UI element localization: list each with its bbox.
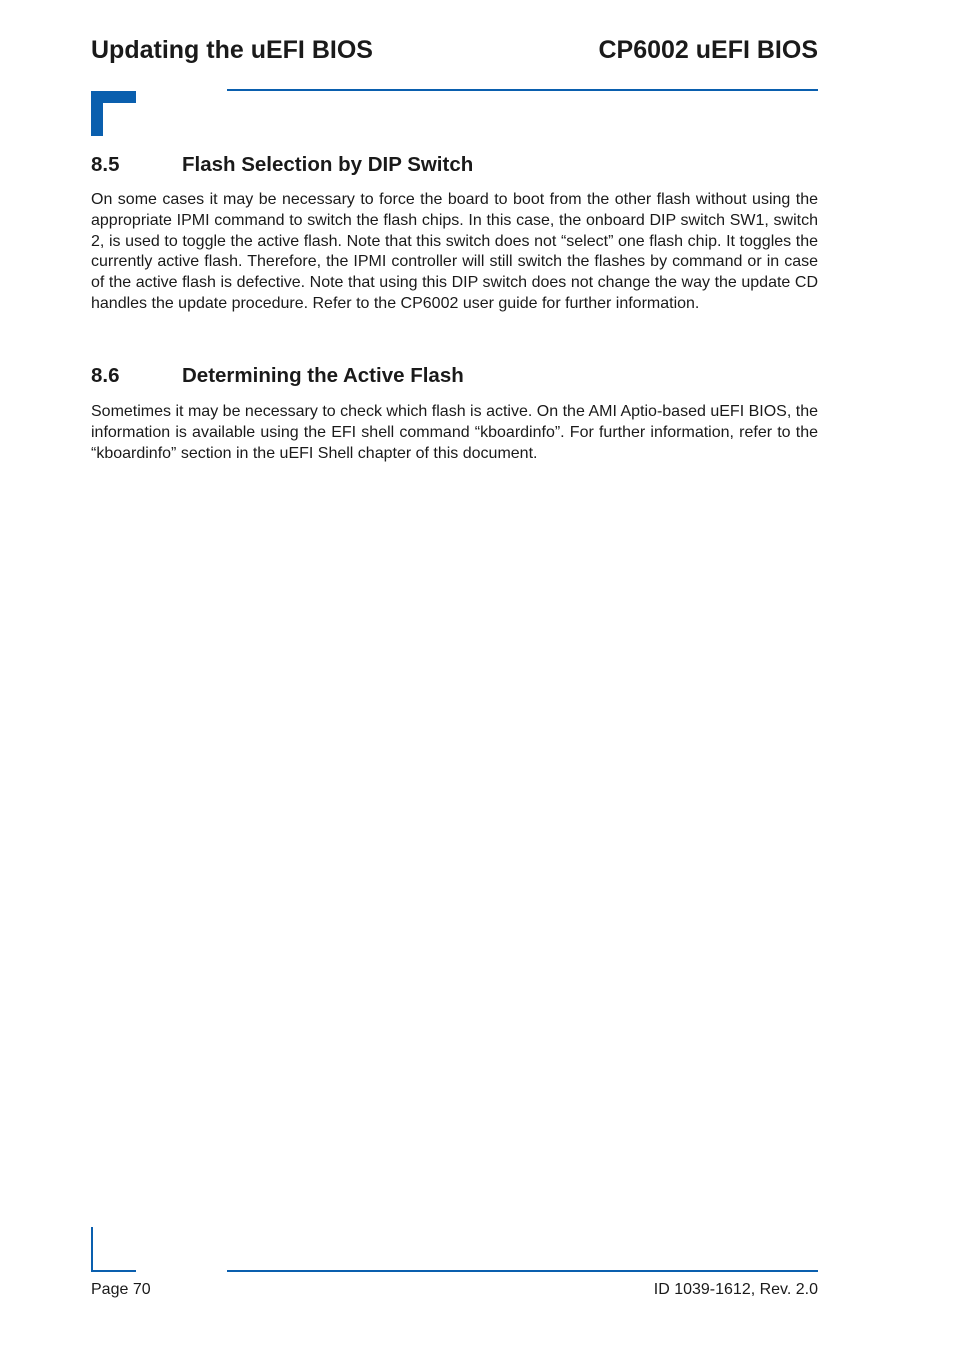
header-document-title: CP6002 uEFI BIOS bbox=[598, 36, 818, 64]
section-heading-8-5 bbox=[91, 153, 473, 177]
footer-rule bbox=[227, 1270, 818, 1272]
header-chapter-title: Updating the uEFI BIOS bbox=[91, 36, 373, 64]
section-body-8-5: On some cases it may be necessary to force the board to boot from the other flash without using the appropriate IPMI command to switch the flash chips. In this case, the onboard DIP switch SW1, switch 2, is used to toggle the active flash. Note that this switch does not “select” one flash chip. It toggles the currently active flash. Therefore, the IPMI controller will still switch the flashes by command or in case of the active flash is defective. Note that using this DIP switch does not change the way the update CD handles the update procedure. Refer to the CP6002 user guide for further information. bbox=[91, 191, 818, 312]
corner-mark-top-vertical bbox=[91, 91, 103, 136]
section-body-8-6: Sometimes it may be necessary to check which flash is active. On the AMI Aptio-based uEFI BIOS, the information is available using the EFI shell command “kboardinfo”. For further information, refer to the “kboardinfo” section in the uEFI Shell chapter of this document. bbox=[91, 403, 818, 462]
section-title: Flash Selection by DIP Switch bbox=[182, 153, 474, 176]
section-title: Determining the Active Flash bbox=[182, 364, 464, 387]
section-number: 8.6 bbox=[91, 364, 120, 387]
corner-mark-bottom-vertical bbox=[91, 1227, 93, 1272]
page-number: Page 70 bbox=[91, 1281, 151, 1298]
document-id: ID 1039-1612, Rev. 2.0 bbox=[653, 1281, 818, 1298]
section-heading-8-6 bbox=[91, 364, 464, 388]
header-rule bbox=[227, 89, 818, 91]
corner-mark-bottom-horizontal bbox=[91, 1270, 136, 1272]
section-number: 8.5 bbox=[91, 153, 120, 176]
